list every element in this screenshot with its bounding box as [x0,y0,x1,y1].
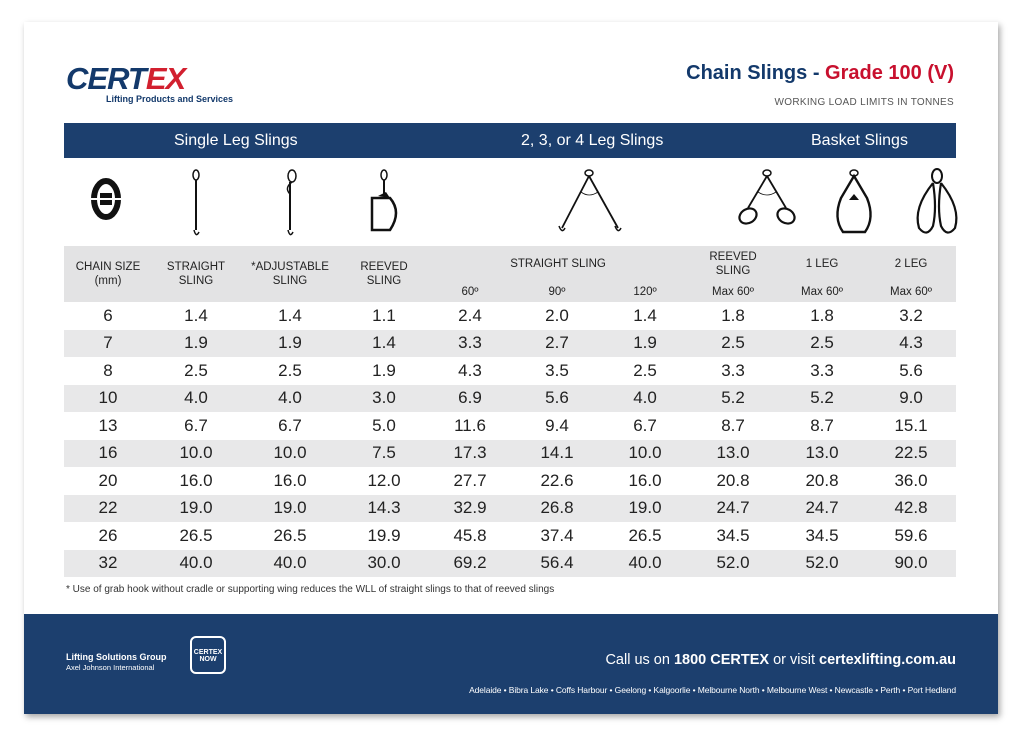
logo-tagline: Lifting Products and Services [106,94,234,104]
col-adjustable: *ADJUSTABLE [251,261,329,273]
wll-cell: 16.0 [273,470,307,490]
wll-cell: 56.4 [512,550,602,578]
table-row [64,357,956,385]
wll-cell: 34.5 [805,525,839,545]
multi-leg-heading: 2, 3, or 4 Leg Slings [521,132,664,149]
col-deg-120: 120º [602,282,688,302]
wll-cell: 16.0 [628,470,662,490]
chain-size-cell: 20 [98,470,118,490]
wll-cell: 19.0 [240,495,340,523]
wll-cell: 11.6 [454,415,486,435]
wll-cell: 52.0 [688,550,778,578]
wll-cell: 9.4 [545,415,569,435]
wll-cell: 42.8 [866,495,956,523]
wll-cell: 69.2 [428,550,512,578]
table-row [64,330,956,358]
wll-cell: 1.8 [721,305,745,325]
wll-cell: 4.3 [866,330,956,358]
wll-cell: 8.7 [810,415,834,435]
sling-icons-row [64,162,956,242]
wll-cell: 19.0 [152,495,240,523]
wll-cell: 4.3 [458,360,482,380]
wll-cell: 1.9 [602,330,688,358]
wll-cell: 6.9 [428,385,512,413]
single-leg-heading: Single Leg Slings [174,132,298,149]
group-name: Lifting Solutions Group [66,652,167,662]
certex-now-badge: CERTEX NOW [190,636,226,674]
col-reeved-multi: REEVED [709,251,757,263]
wll-cell: 26.8 [512,495,602,523]
certex-logo: CERTEX Lifting Products and Services [66,64,256,104]
table-row [64,302,956,330]
wll-cell: 3.3 [721,360,745,380]
chain-size-cell: 32 [64,550,152,578]
table-row [64,385,956,413]
wll-cell: 34.5 [716,525,750,545]
wll-cell: 59.6 [894,525,928,545]
wll-cell: 10.0 [152,440,240,468]
wll-cell: 1.4 [633,305,657,325]
wll-cell: 16.0 [179,470,213,490]
wll-cell: 10.0 [240,440,340,468]
table-row [64,440,956,468]
chain-size-cell: 6 [103,305,113,325]
wll-cell: 1.4 [340,330,428,358]
contact-line: Call us on 1800 CERTEX or visit certexlifting.com.au [605,652,956,668]
wll-cell: 2.4 [458,305,482,325]
wll-cell: 17.3 [428,440,512,468]
wll-cell: 37.4 [540,525,574,545]
table-header-row: CHAIN SIZE (mm) STRAIGHT SLING *ADJUSTABLE SLING REEVED SLING STRAIGHT SLING REEVED SLING 1 LEG 2 LEG [64,246,956,282]
wll-cell: 1.8 [810,305,834,325]
wll-cell: 4.0 [240,385,340,413]
wll-cell: 2.5 [633,360,657,380]
wll-cell: 26.5 [628,525,662,545]
multi-leg-sling-icon [554,168,624,238]
wll-cell: 26.5 [273,525,307,545]
chain-size-cell: 26 [98,525,118,545]
wll-cell: 45.8 [453,525,487,545]
wll-cell: 2.5 [184,360,208,380]
wll-cell: 19.9 [367,525,401,545]
phone-number[interactable]: 1800 CERTEX [673,652,770,668]
wll-cell: 20.8 [805,470,839,490]
basket-heading: Basket Slings [811,132,908,149]
chain-size-cell: 22 [64,495,152,523]
wll-cell: 8.7 [721,415,745,435]
straight-sling-icon [184,168,208,238]
wll-cell: 13.0 [688,440,778,468]
wll-cell: 3.3 [428,330,512,358]
wll-cell: 9.0 [866,385,956,413]
wll-cell: 2.5 [688,330,778,358]
wll-cell: 1.4 [184,305,208,325]
col-basket-1-leg: 1 LEG [805,258,839,270]
chain-size-cell: 16 [64,440,152,468]
wll-cell: 3.3 [810,360,834,380]
wll-cell: 6.7 [633,415,657,435]
wll-cell: 1.4 [278,305,302,325]
chain-size-cell: 7 [64,330,152,358]
wll-cell: 12.0 [367,470,401,490]
page-subtitle: WORKING LOAD LIMITS IN TONNES [774,97,954,108]
col-deg-90: 90º [512,282,602,302]
col-basket-2-leg: 2 LEG [894,258,928,270]
chain-size-cell: 8 [103,360,113,380]
wll-cell: 5.6 [899,360,923,380]
wll-cell: 20.8 [716,470,750,490]
adjustable-sling-icon [274,168,304,238]
col-chain-unit: (mm) [94,275,122,287]
wll-cell: 1.1 [372,305,396,325]
col-straight: STRAIGHT [166,261,226,273]
wll-cell: 4.0 [602,385,688,413]
category-bar [64,123,956,158]
wll-cell: 4.0 [152,385,240,413]
col-chain-size: CHAIN SIZE [75,261,141,273]
reeved-sling-icon [364,168,408,238]
basket-2-leg-icon [909,168,965,238]
reeved-multi-sling-icon [734,168,800,238]
wll-cell: 1.9 [240,330,340,358]
wll-cell: 5.0 [372,415,396,435]
group-parent: Axel Johnson International [66,663,155,672]
table-row [64,467,956,495]
wll-cell: 3.0 [340,385,428,413]
wll-cell: 27.7 [453,470,487,490]
wll-cell: 5.2 [778,385,866,413]
wll-cell: 5.6 [512,385,602,413]
wll-cell: 22.5 [866,440,956,468]
wll-cell: 13.0 [778,440,866,468]
wll-cell: 7.5 [340,440,428,468]
wll-cell: 40.0 [152,550,240,578]
chain-size-cell: 10 [64,385,152,413]
wll-cell: 15.1 [894,415,928,435]
col-deg-60: 60º [428,282,512,302]
wll-table [64,246,956,577]
wll-cell: 40.0 [240,550,340,578]
wll-cell: 1.9 [152,330,240,358]
col-reeved: REEVED [360,261,408,273]
col-max60-2leg: Max 60º [866,282,956,302]
footnote: * Use of grab hook without cradle or supporting wing reduces the WLL of straight slings to that of reeved slings [66,584,555,595]
wll-cell: 2.5 [278,360,302,380]
basket-1-leg-icon [829,168,879,238]
col-max60-reeved: Max 60º [688,282,778,302]
wll-cell: 3.5 [545,360,569,380]
wll-cell: 14.3 [340,495,428,523]
wll-cell: 2.7 [512,330,602,358]
col-straight-sling-group: STRAIGHT SLING [510,258,606,270]
table-row [64,412,956,440]
wll-cell: 26.5 [179,525,213,545]
wll-cell: 14.1 [512,440,602,468]
wll-cell: 6.7 [278,415,302,435]
table-row [64,522,956,550]
table-row [64,550,956,578]
chain-link-icon [86,177,126,222]
wll-cell: 2.5 [778,330,866,358]
wll-cell: 24.7 [778,495,866,523]
wll-cell: 22.6 [540,470,574,490]
wll-cell: 52.0 [778,550,866,578]
website-link[interactable]: certexlifting.com.au [819,652,956,668]
chain-size-cell: 13 [98,415,118,435]
wll-cell: 90.0 [866,550,956,578]
footer [24,614,998,714]
wll-cell: 40.0 [602,550,688,578]
wll-cell: 3.2 [899,305,923,325]
wll-cell: 6.7 [184,415,208,435]
wll-cell: 2.0 [545,305,569,325]
locations-list: Adelaide • Bibra Lake • Coffs Harbour • Geelong • Kalgoorlie • Melbourne North • Melbourne West • Newcastle • Perth • Port Hedland [469,685,956,695]
wll-cell: 36.0 [894,470,928,490]
wll-cell: 24.7 [688,495,778,523]
wll-cell: 5.2 [688,385,778,413]
wll-cell: 30.0 [340,550,428,578]
page-title: Chain Slings - Grade 100 (V) [686,62,954,84]
table-row [64,495,956,523]
wll-cell: 10.0 [602,440,688,468]
wll-cell: 19.0 [602,495,688,523]
spec-sheet [24,22,998,714]
col-max60-1leg: Max 60º [778,282,866,302]
wll-cell: 32.9 [428,495,512,523]
wll-cell: 1.9 [372,360,396,380]
